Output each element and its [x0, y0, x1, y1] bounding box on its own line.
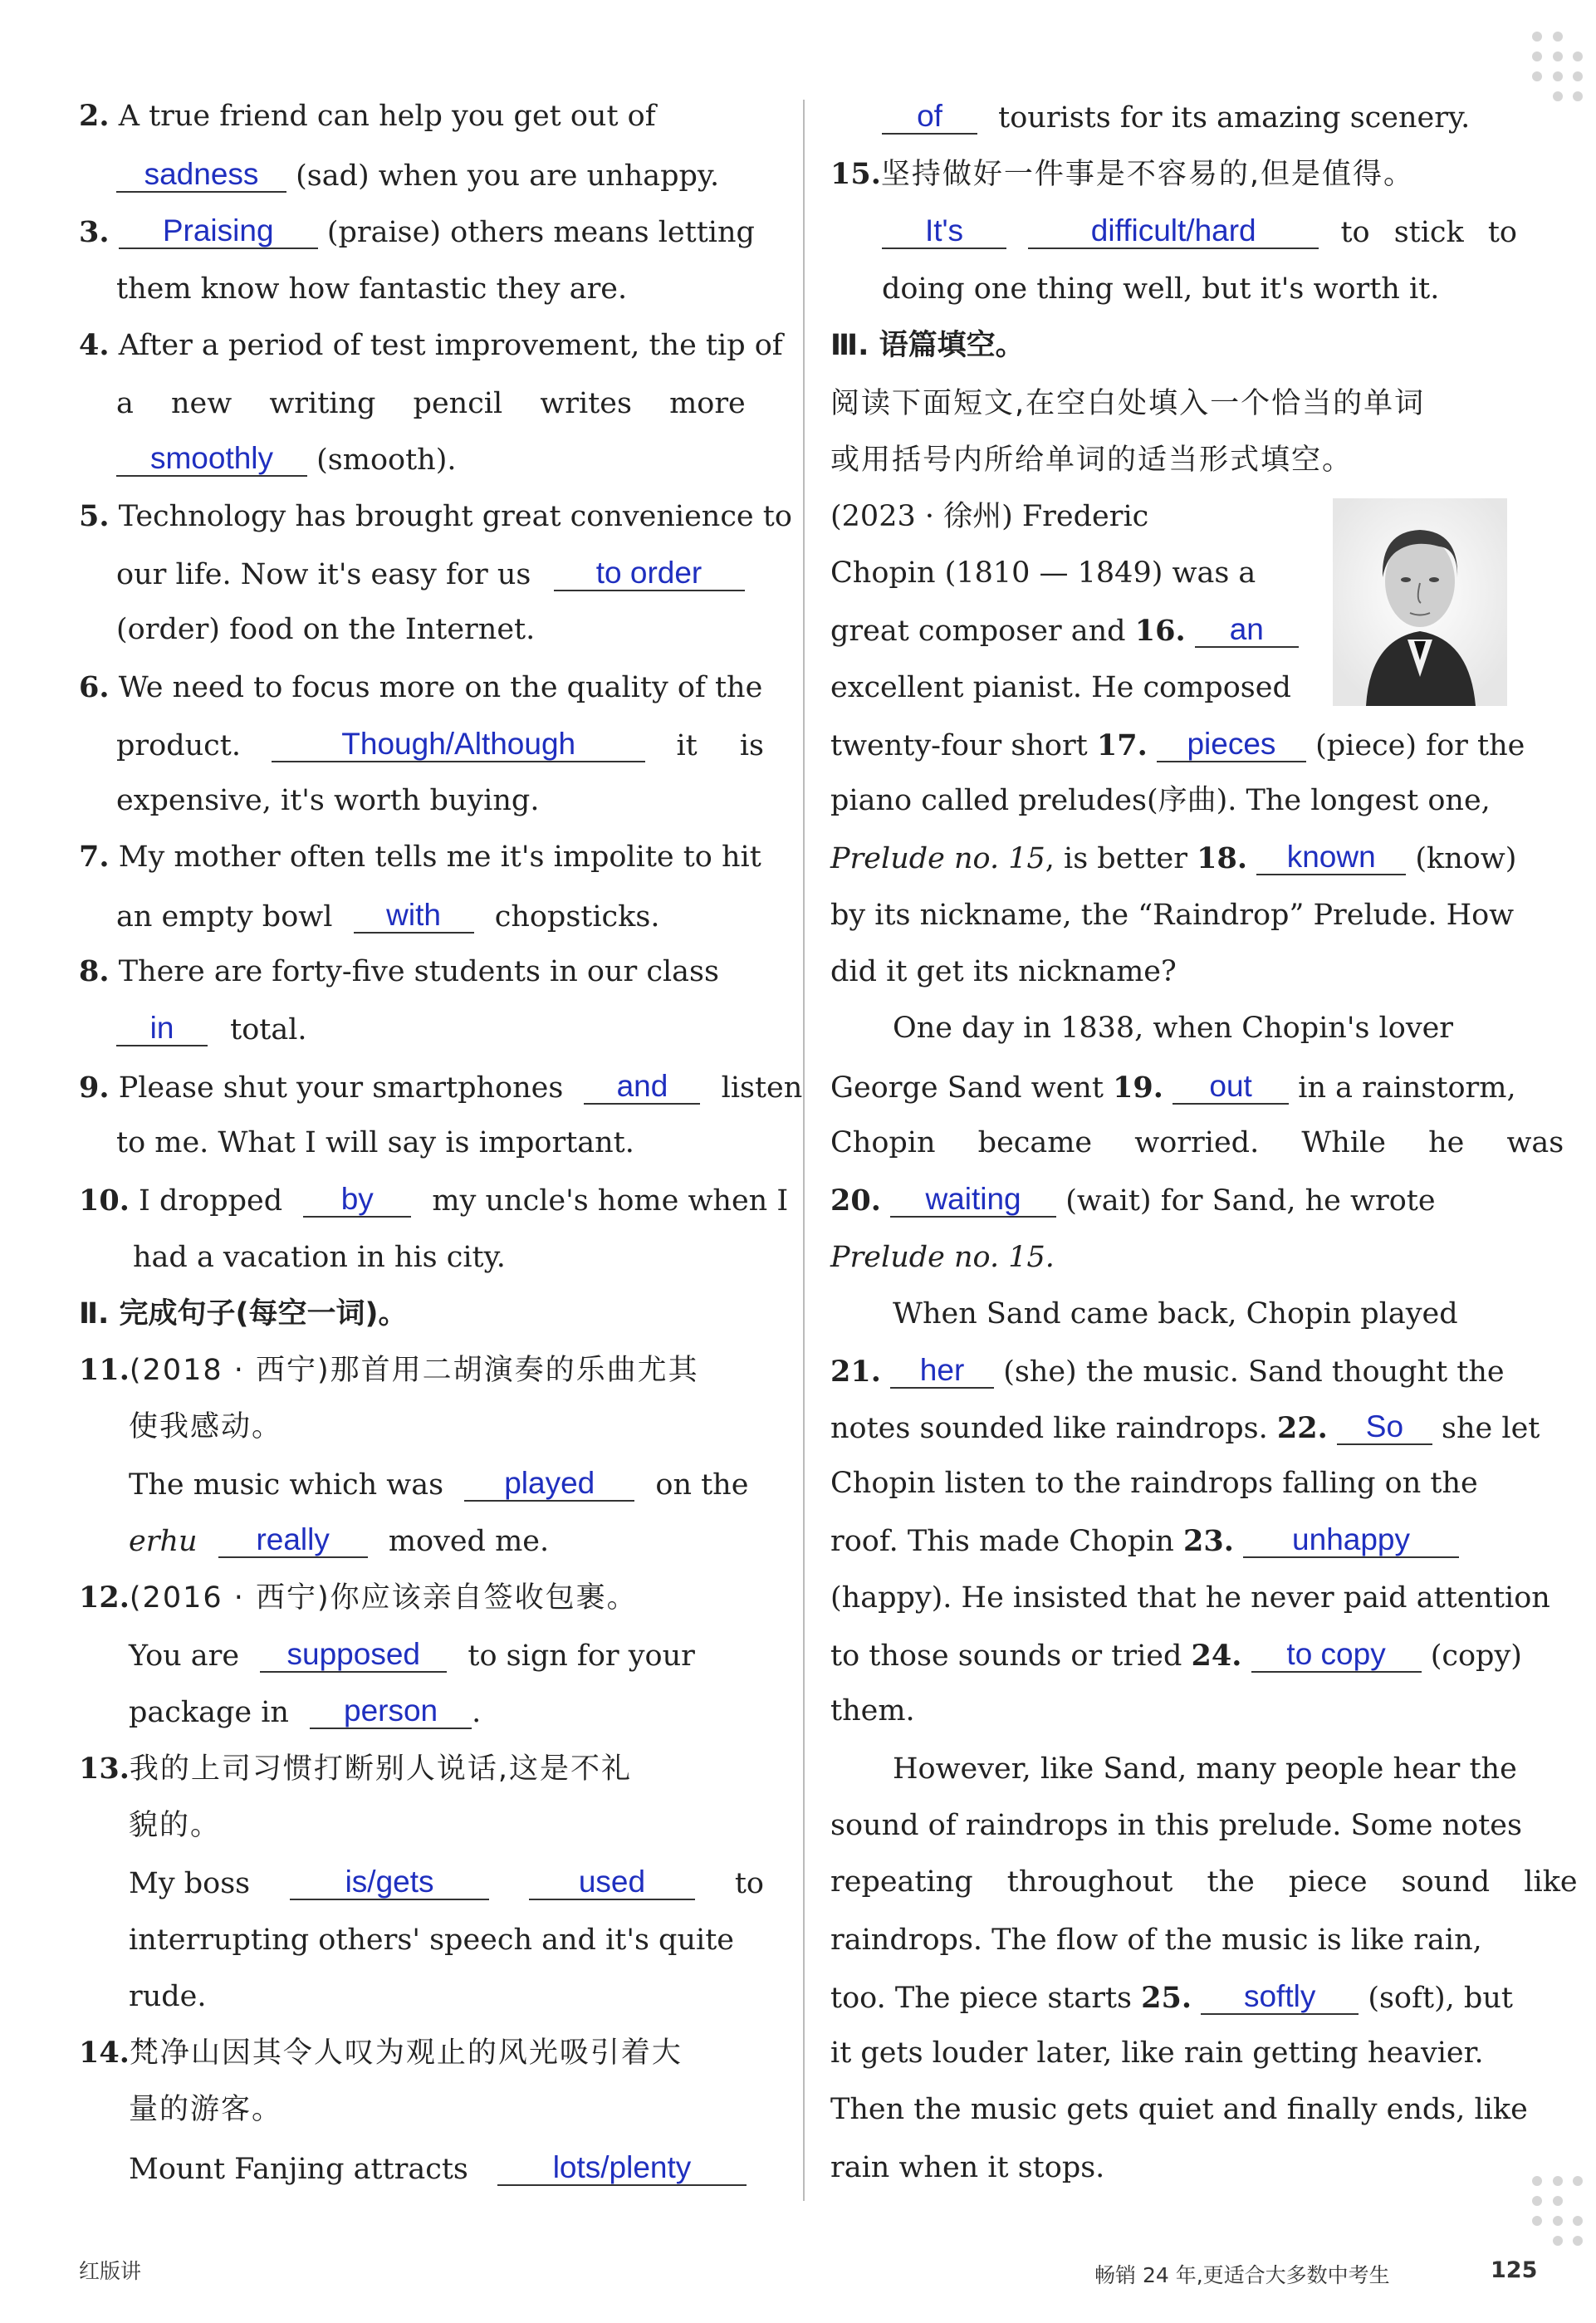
column-divider	[803, 100, 805, 2201]
section-3-heading: Ⅲ. 语篇填空。	[830, 329, 1025, 362]
p1-line5: twenty-four short 17. pieces (piece) for the	[830, 727, 1525, 762]
p1-line8: by its nickname, the “Raindrop” Prelude. How	[830, 899, 1515, 932]
answer-blank: softly	[1201, 1980, 1359, 2015]
answer-blank: an	[1195, 613, 1299, 648]
p4-line6: it gets louder later, like rain getting heavier.	[830, 2036, 1484, 2070]
p4-line4: raindrops. The flow of the music is like rain,	[830, 1924, 1482, 1957]
answer-blank: lots/plenty	[497, 2151, 747, 2186]
p4-line2: sound of raindrops in this prelude. Some notes	[830, 1809, 1522, 1842]
answer-blank: person	[310, 1694, 472, 1729]
answer-blank: with	[354, 899, 474, 934]
q9-line2: to me. What I will say is important.	[116, 1126, 634, 1159]
q6-line3: expensive, it's worth buying.	[116, 784, 540, 817]
q14-line1: 14.梵净山因其令人叹为观止的风光吸引着大	[79, 2036, 683, 2070]
p3-line8: them.	[830, 1694, 915, 1728]
q6-line2: product. Though/Although it is	[116, 727, 764, 762]
q5-line3: (order) food on the Internet.	[116, 613, 536, 646]
answer-blank: difficult/hard	[1028, 214, 1319, 249]
p1-line1: (2023 · 徐州) Frederic	[830, 500, 1149, 533]
p4-line5: too. The piece starts 25. softly (soft), but	[830, 1979, 1513, 2015]
q4-line3: smoothly (smooth).	[116, 442, 456, 477]
q15-line3: doing one thing well, but it's worth it.	[882, 272, 1440, 306]
q3-line2: them know how fantastic they are.	[116, 272, 628, 306]
p3-line5: roof. This made Chopin 23. unhappy	[830, 1523, 1459, 1558]
p3-line4: Chopin listen to the raindrops falling on the	[830, 1467, 1478, 1500]
p4-line1: However, like Sand, many people hear the	[893, 1752, 1517, 1786]
answer-blank: Praising	[119, 214, 318, 249]
p2-line5: Prelude no. 15.	[830, 1241, 1055, 1274]
q11-line1: 11.(2018 · 西宁)那首用二胡演奏的乐曲尤其	[79, 1353, 699, 1387]
answer-blank: out	[1173, 1070, 1289, 1105]
q15-line2: It's difficult/hard to stick to	[882, 214, 1517, 249]
answer-blank: of	[882, 100, 977, 135]
q13-line4: interrupting others' speech and it's quite	[129, 1924, 734, 1957]
answer-blank: in	[116, 1012, 208, 1046]
page-number: 125	[1491, 2257, 1538, 2283]
p4-line7: Then the music gets quiet and finally ends, like	[830, 2093, 1528, 2126]
q2-line2: sadness (sad) when you are unhappy.	[116, 158, 719, 193]
answer-blank: sadness	[116, 158, 286, 193]
answer-blank: by	[303, 1183, 411, 1218]
q14-line2: 量的游客。	[129, 2093, 283, 2126]
answer-blank: used	[529, 1865, 695, 1900]
q11-line3: The music which was played on the	[129, 1466, 749, 1502]
q12-line1: 12.(2016 · 西宁)你应该亲自签收包裹。	[79, 1581, 638, 1615]
q14-continued: of tourists for its amazing scenery.	[882, 100, 1470, 135]
answer-blank: unhappy	[1243, 1523, 1459, 1558]
answer-blank: So	[1337, 1410, 1432, 1445]
q13-line2: 貌的。	[129, 1809, 222, 1842]
answer-blank: played	[464, 1467, 634, 1502]
q5-line1: 5. Technology has brought great convenience to	[79, 499, 792, 533]
q10-line2: had a vacation in his city.	[133, 1241, 506, 1274]
p1-line7: Prelude no. 15, is better 18. known (know)	[830, 840, 1517, 875]
p1-line4: excellent pianist. He composed	[830, 671, 1291, 704]
answer-blank: It's	[882, 214, 1006, 249]
q10-line1: 10. I dropped by my uncle's home when I	[79, 1182, 789, 1218]
instruction-line2: 或用括号内所给单词的适当形式填空。	[830, 444, 1354, 477]
q13-line1: 13.我的上司习惯打断别人说话,这是不礼	[79, 1752, 633, 1786]
q4-line1: 4. After a period of test improvement, the tip of	[79, 328, 783, 362]
q8-line2: in total.	[116, 1012, 307, 1046]
answer-blank: to order	[554, 556, 745, 591]
q12-line3: package in person .	[129, 1693, 482, 1729]
section-2-heading: Ⅱ. 完成句子(每空一词)。	[79, 1297, 408, 1331]
q12-line2: You are supposed to sign for your	[129, 1637, 695, 1673]
answer-blank: and	[584, 1070, 700, 1105]
p1-line9: did it get its nickname?	[830, 955, 1177, 988]
answer-blank: known	[1256, 840, 1406, 875]
instruction-line1: 阅读下面短文,在空白处填入一个恰当的单词	[830, 387, 1426, 420]
q6-line1: 6. We need to focus more on the quality of the	[79, 670, 763, 704]
q7-line2: an empty bowl with chopsticks.	[116, 898, 660, 934]
p2-line4: 20. waiting (wait) for Sand, he wrote	[830, 1182, 1436, 1218]
q11-line2: 使我感动。	[129, 1410, 283, 1443]
p2-line3: Chopin became worried. While he was	[830, 1126, 1564, 1159]
answer-blank: supposed	[260, 1638, 447, 1673]
q4-line2: a new writing pencil writes more	[116, 387, 746, 420]
q3-line1: 3. Praising (praise) others means letting	[79, 213, 755, 249]
q11-line4: erhu really moved me.	[129, 1522, 550, 1558]
p2-line2: George Sand went 19. out in a rainstorm,	[830, 1069, 1516, 1105]
q13-line3: My boss is/gets used to	[129, 1865, 764, 1900]
p1-line2: Chopin (1810 — 1849) was a	[830, 556, 1256, 590]
q13-line5: rude.	[129, 1980, 207, 2013]
answer-blank: waiting	[890, 1183, 1056, 1218]
footer-slogan: 畅销 24 年,更适合大多数中考生	[1094, 2263, 1390, 2287]
q9-line1: 9. Please shut your smartphones and listen	[79, 1069, 803, 1105]
p4-line8: rain when it stops.	[830, 2151, 1105, 2184]
chopin-portrait	[1333, 498, 1507, 706]
answer-blank: is/gets	[290, 1865, 489, 1900]
q14-line3: Mount Fanjing attracts lots/plenty	[129, 2151, 747, 2186]
p4-line3: repeating throughout the piece sound like	[830, 1865, 1578, 1899]
q15-line1: 15.坚持做好一件事是不容易的,但是值得。	[830, 157, 1415, 191]
footer-brand: 红版讲	[79, 2259, 142, 2283]
p2-line1: One day in 1838, when Chopin's lover	[893, 1012, 1454, 1045]
p3-line2: 21. her (she) the music. Sand thought the	[830, 1353, 1505, 1389]
q2-line1: 2. A true friend can help you get out of	[79, 99, 656, 133]
answer-blank: pieces	[1157, 728, 1306, 762]
p3-line7: to those sounds or tried 24. to copy (copy)	[830, 1637, 1522, 1673]
p1-line6: piano called preludes(序曲). The longest one,	[830, 784, 1491, 817]
answer-blank: really	[218, 1523, 368, 1558]
answer-blank: to copy	[1251, 1638, 1422, 1673]
q7-line1: 7. My mother often tells me it's impolite to hit	[79, 840, 761, 874]
p3-line6: (happy). He insisted that he never paid attention	[830, 1581, 1550, 1615]
p3-line3: notes sounded like raindrops. 22. So she let	[830, 1409, 1540, 1445]
p1-line3: great composer and 16. an	[830, 613, 1299, 648]
answer-blank: smoothly	[116, 442, 307, 477]
answer-blank: Though/Although	[272, 728, 645, 762]
q8-line1: 8. There are forty-five students in our class	[79, 954, 719, 988]
q5-line2: our life. Now it's easy for us to order	[116, 556, 745, 591]
p3-line1: When Sand came back, Chopin played	[893, 1297, 1458, 1331]
answer-blank: her	[890, 1354, 994, 1389]
